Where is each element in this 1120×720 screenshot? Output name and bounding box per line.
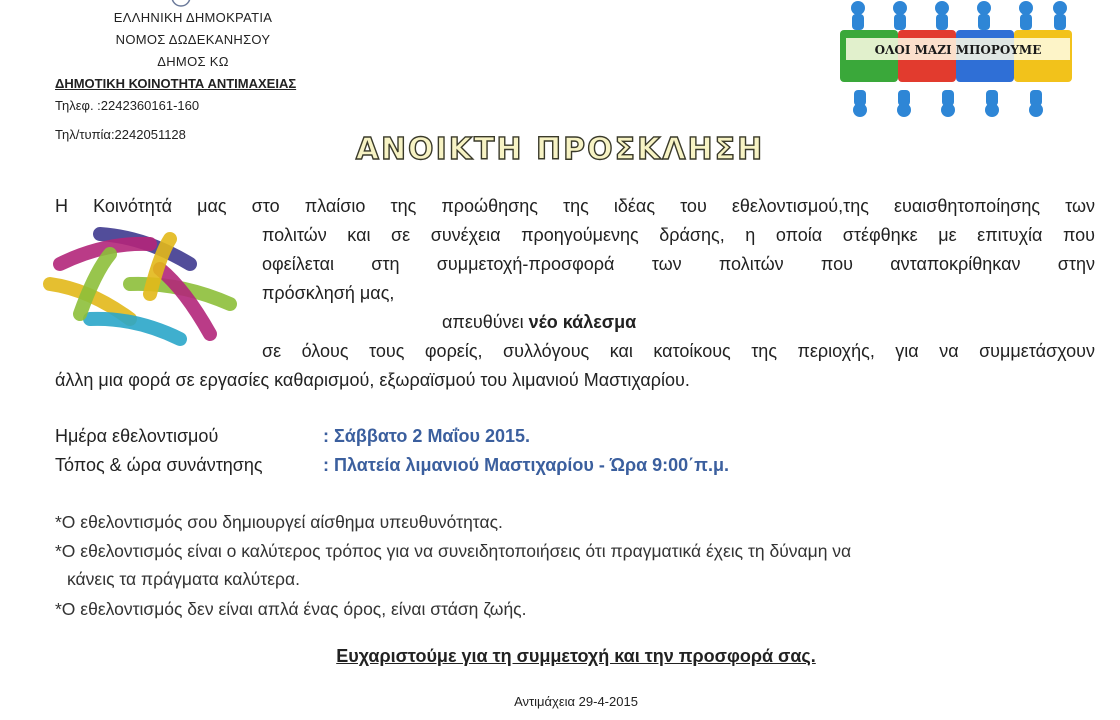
figure-body	[1054, 14, 1066, 30]
note-1: *Ο εθελοντισμός σου δημιουργεί αίσθημα υπευθυνότητας.	[55, 512, 503, 532]
figure-head	[1029, 103, 1043, 117]
thanks-line: Ευχαριστούμε για τη συμμετοχή και την προσφορά σας.	[336, 646, 816, 666]
figure-head	[1019, 1, 1033, 15]
figure-head	[851, 1, 865, 15]
header-line-community: ΔΗΜΟΤΙΚΗ ΚΟΙΝΟΤΗΤΑ ΑΝΤΙΜΑΧΕΙΑΣ	[55, 76, 297, 91]
header-phone: Τηλεφ. :2242360161-160	[55, 98, 200, 113]
header-line-municipality: ΔΗΜΟΣ ΚΩ	[157, 54, 229, 69]
document-date: Αντιμάχεια 29-4-2015	[514, 694, 638, 709]
place-value: : Πλατεία λιμανιού Μαστιχαρίου - Ώρα 9:00΄π.μ.	[323, 455, 729, 475]
header-fax: Τηλ/τυπία:2242051128	[55, 127, 186, 142]
figure-body	[978, 14, 990, 30]
body-line-1: Η Κοινότητά μας στο πλαίσιο της προώθησης της ιδέας του εθελοντισμού,της ευαισθητοποίησης των	[55, 196, 1095, 216]
body-call-bold: νέο κάλεσμα	[528, 312, 637, 332]
body-line-5	[442, 312, 636, 333]
figure-head	[853, 103, 867, 117]
figure-head	[1053, 1, 1067, 15]
figure-head	[941, 103, 955, 117]
logo-banner-text: ΟΛΟΙ ΜΑΖΙ ΜΠΟΡΟΥΜΕ	[874, 43, 1042, 57]
note-2a: *Ο εθελοντισμός είναι ο καλύτερος τρόπος για να συνειδητοποιήσεις ότι πραγματικά έχεις τη δύναμη να	[55, 541, 852, 561]
figure-body	[936, 14, 948, 30]
header-line-republic: ΕΛΛΗΝΙΚΗ ΔΗΜΟΚΡΑΤΙΑ	[113, 10, 273, 25]
coat-of-arms-icon	[170, 0, 192, 8]
volunteers-puzzle-logo	[838, 0, 1078, 124]
day-value: : Σάββατο 2 Μαΐου 2015.	[323, 426, 531, 446]
body-line-4: πρόσκλησή μας,	[262, 283, 395, 303]
figure-head	[897, 103, 911, 117]
page-title: ΑΝΟΙΚΤΗ ΠΡΟΣΚΛΗΣΗ	[355, 132, 765, 167]
figure-body	[894, 14, 906, 30]
ribbon-stroke	[90, 319, 180, 339]
figure-head	[985, 103, 999, 117]
figure-head	[977, 1, 991, 15]
figure-body	[852, 14, 864, 30]
figure-head	[935, 1, 949, 15]
body-line-3: οφείλεται στη συμμετοχή-προσφορά των πολιτών που ανταποκρίθηκαν στην	[262, 254, 1095, 274]
note-3: *Ο εθελοντισμός δεν είναι απλά ένας όρος, είναι στάση ζωής.	[55, 599, 527, 619]
place-label: Τόπος & ώρα συνάντησης	[55, 455, 263, 475]
body-line-2: πολιτών και σε συνέχεια προηγούμενης δράσης, η οποία στέφθηκε με επιτυχία που	[262, 225, 1095, 245]
day-label: Ημέρα εθελοντισμού	[55, 426, 219, 446]
body-line-7: άλλη μια φορά σε εργασίες καθαρισμού, εξωραϊσμού του λιμανιού Μαστιχαρίου.	[55, 370, 690, 390]
figure-body	[1020, 14, 1032, 30]
note-2b: κάνεις τα πράγματα καλύτερα.	[67, 569, 300, 589]
header-line-prefecture: ΝΟΜΟΣ ΔΩΔΕΚΑΝΗΣΟΥ	[115, 32, 271, 47]
colorful-ribbon-logo	[40, 224, 240, 348]
ribbon-stroke	[160, 269, 210, 334]
body-line-6: σε όλους τους φορείς, συλλόγους και κατοίκους της περιοχής, για να συμμετάσχουν	[262, 341, 1095, 361]
body-call-prefix: απευθύνει	[442, 312, 529, 332]
figure-head	[893, 1, 907, 15]
